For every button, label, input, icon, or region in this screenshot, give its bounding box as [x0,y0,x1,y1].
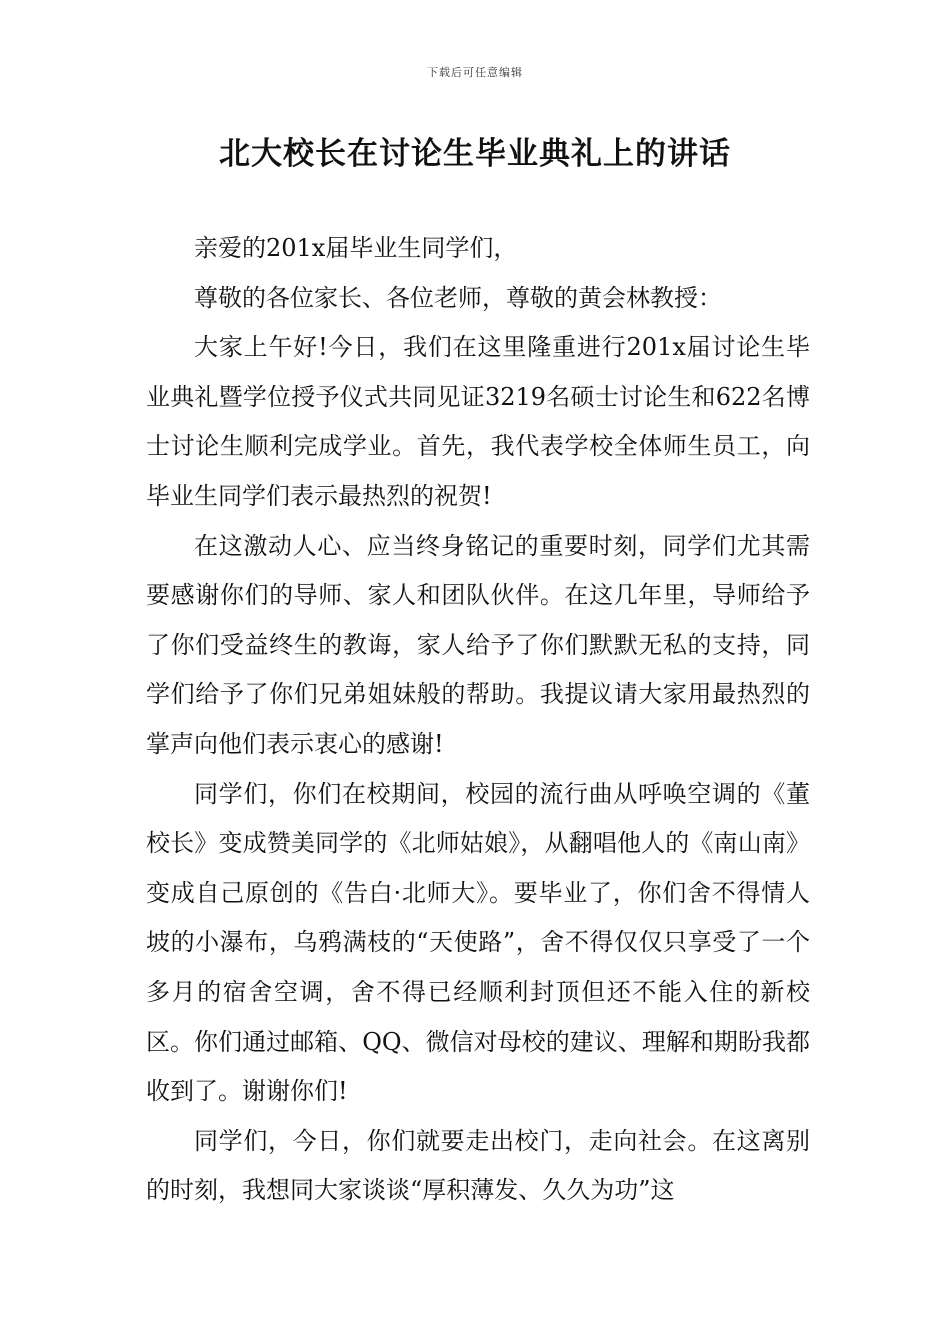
paragraph-farewell: 同学们，今日，你们就要走出校门，走向社会。在这离别的时刻，我想同大家谈谈“厚积薄发、久久为功”这 [146,1126,810,1205]
document-body [146,224,810,1216]
paragraph-thanks: 在这激动人心、应当终身铭记的重要时刻，同学们尤其需要感谢你们的导师、家人和团队伙伴。在这几年里，导师给予了你们受益终生的教诲，家人给予了你们默默无私的支持，同学们给予了你们兄弟姐妹般的帮助。我提议请大家用最热烈的掌声向他们表示衷心的感谢! [146,531,810,758]
salutation-guests: 尊敬的各位家长、各位老师，尊敬的黄会林教授： [194,283,722,312]
paragraph-greeting: 大家上午好!今日，我们在这里隆重进行201x届讨论生毕业典礼暨学位授予仪式共同见证3219名硕士讨论生和622名博士讨论生顺利完成学业。首先，我代表学校全体师生员工，向毕业生同学们表示最热烈的祝贺! [146,333,810,510]
salutation-students: 亲爱的201x届毕业生同学们， [194,234,518,262]
header-note: 下载后可任意编辑 [427,66,523,79]
document-title: 北大校长在讨论生毕业典礼上的讲话 [219,136,731,172]
paragraph-campus-memories: 同学们，你们在校期间，校园的流行曲从呼唤空调的《董校长》变成赞美同学的《北师姑娘》，从翻唱他人的《南山南》变成自己原创的《告白·北师大》。要毕业了，你们舍不得情人坡的小瀑布，乌鸦满枝的“天使路”，舍不得仅仅只享受了一个多月的宿舍空调，舍不得已经顺利封顶但还不能入住的新校区。你们通过邮箱、QQ、微信对母校的建议、理解和期盼我都收到了。谢谢你们! [146,779,810,1106]
